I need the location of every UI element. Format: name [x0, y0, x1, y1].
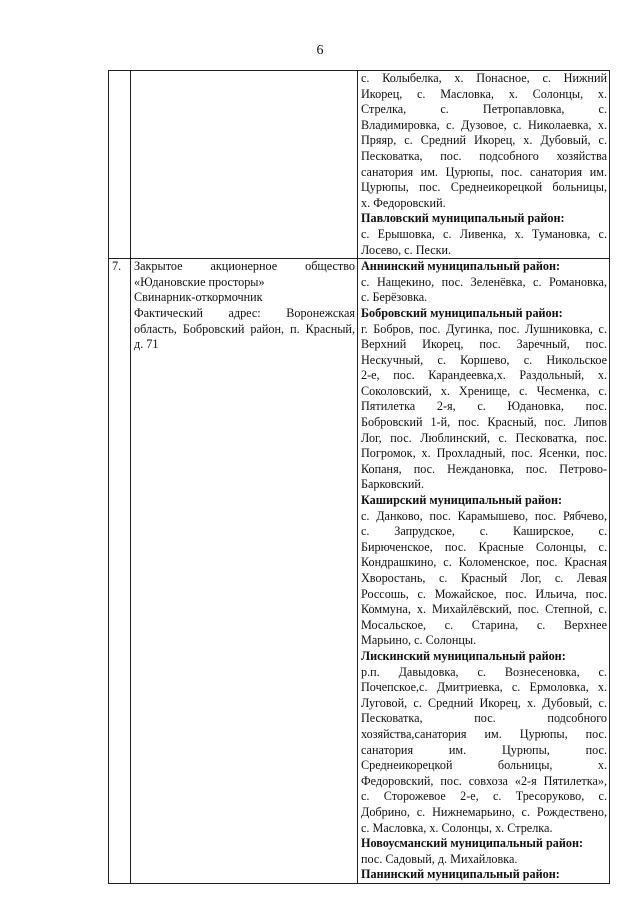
district-title: Лискинский муниципальный район:	[361, 648, 566, 663]
settlement-line: Лог, пос. Люблинский, с. Песковатка, пос.	[361, 430, 607, 445]
settlement-line: Почепское,с. Дмитриевка, с. Ермоловка, х.	[361, 680, 607, 695]
settlement-line: Россошь, с. Можайское, пос. Ильича, пос.	[361, 586, 607, 601]
settlement-line: Марьино, с. Солонцы.	[361, 633, 477, 648]
settlement-lines	[361, 71, 607, 211]
settlement-line: с. Масловка, х. Солонцы, х. Стрелка.	[361, 820, 553, 835]
settlement-line: Песковатка, пос. подсобного хозяйства	[361, 148, 607, 163]
district-title: Новоусманский муниципальный район:	[361, 836, 584, 851]
settlement-line: Копаня, пос. Неждановка, пос. Петрово-	[361, 461, 607, 476]
settlement-line: хозяйства,санатория им. Цурюпы, пос.	[361, 726, 607, 741]
address-line: область, Бобровский район, п. Красный,	[134, 321, 355, 336]
settlement-line: санатория им. Цурюпы, пос.	[361, 742, 607, 757]
organization-cell	[131, 71, 358, 259]
organization-name-line: «Юдановские просторы»	[134, 274, 265, 289]
number-cell: 7.	[109, 259, 131, 884]
settlement-line: Цурюпы, пос. Среднеикорецкой больницы,	[361, 180, 607, 195]
settlement-line: с. Ерышовка, с. Ливенка, х. Тумановка, с.	[361, 226, 607, 241]
settlement-line: Луговой, с. Средний Икорец, х. Дубовый, с.	[361, 695, 607, 710]
settlement-line: Добрино, с. Нижнемарьино, с. Рождествено,	[361, 804, 607, 819]
settlement-line: санатория им. Цурюпы, пос. санатория им.	[361, 164, 607, 179]
organization-name-line: Закрытое акционерное общество	[134, 259, 355, 274]
address-line: д. 71	[134, 337, 159, 352]
settlement-line: Федоровский, пос. совхоза «2-я Пятилетка»,	[361, 773, 607, 788]
settlement-line: с. Данково, пос. Карамышево, пос. Рябчево,	[361, 508, 607, 523]
settlement-line: с. Берёзовка.	[361, 290, 428, 305]
organization-cell	[131, 259, 358, 884]
settlement-line: Бобровский 1-й, пос. Красный, пос. Липов	[361, 415, 607, 430]
district-title: Панинский муниципальный район:	[361, 867, 560, 882]
table-row-7	[109, 259, 610, 884]
settlement-line: Владимировка, с. Дузовое, с. Николаевка, х.	[361, 117, 607, 132]
table-row-continuation	[109, 71, 610, 259]
settlement-line: х. Федоровский.	[361, 195, 446, 210]
settlements-cell	[358, 71, 610, 259]
settlement-line: Пятилетка 2-я, с. Юдановка, пос.	[361, 399, 607, 414]
district-title: Каширский муниципальный район:	[361, 493, 563, 508]
settlements-cell	[358, 259, 610, 884]
settlement-line: г. Бобров, пос. Дугинка, пос. Лушниковка, с.	[361, 321, 607, 336]
settlement-line: Песковатка, пос. подсобного	[361, 711, 607, 726]
page-number: 6	[316, 43, 324, 58]
settlement-line: Стрелка, с. Петропавловка, с.	[361, 102, 607, 117]
settlements-table	[108, 70, 610, 884]
settlement-line: Пряяр, с. Средний Икорец, х. Дубовый, с.	[361, 133, 607, 148]
settlement-line: Лосево, с. Пески.	[361, 242, 452, 257]
facility-type: Свинарник-откормочник	[134, 290, 263, 305]
settlement-line: Верхний Икорец, пос. Заречный, пос.	[361, 337, 607, 352]
settlement-line: с. Запрудское, с. Каширское, с.	[361, 524, 607, 539]
settlement-line: Мосальское, с. Старина, с. Верхнее	[361, 617, 607, 632]
settlement-line: с. Колыбелка, х. Понасное, с. Нижний	[361, 71, 607, 85]
settlement-line: Коммуна, х. Михайлёвский, пос. Степной, с.	[361, 602, 607, 617]
settlement-line: Кондрашкино, с. Коломенское, пос. Красная	[361, 555, 607, 570]
settlement-line: 2-е, пос. Карандеевка,х. Раздольный, х.	[361, 368, 607, 383]
settlement-line: р.п. Давыдовка, с. Вознесеновка, с.	[361, 664, 607, 679]
settlement-line: Икорец, с. Масловка, х. Солонцы, х.	[361, 86, 607, 101]
district-title: Бобровский муниципальный район:	[361, 305, 563, 320]
settlement-line: с. Нащекино, пос. Зеленёвка, с. Романовка,	[361, 274, 607, 289]
settlement-line: с. Сторожевое 2-е, с. Тресоруково, с.	[361, 789, 607, 804]
settlement-line: Хворостань, с. Красный Лог, с. Левая	[361, 571, 607, 585]
address-line: Фактический адрес: Воронежская	[134, 305, 355, 320]
settlement-line: Погромок, х. Прохладный, пос. Ясенки, пос.	[361, 446, 607, 461]
district-title: Павловский муниципальный район:	[361, 211, 565, 226]
settlement-line: Нескучный, с. Коршево, с. Никольское	[361, 352, 607, 367]
number-cell	[109, 71, 131, 259]
settlement-line: Бирюченское, пос. Красные Солонцы, с.	[361, 539, 607, 554]
settlement-line: пос. Садовый, д. Михайловка.	[361, 851, 518, 866]
settlement-line: Среднеикорецкой больницы, х.	[361, 758, 607, 773]
settlement-line: Соколовский, х. Хренище, с. Чесменка, с.	[361, 383, 607, 398]
settlement-line: Барковский.	[361, 477, 425, 492]
district-title: Аннинский муниципальный район:	[361, 259, 561, 274]
